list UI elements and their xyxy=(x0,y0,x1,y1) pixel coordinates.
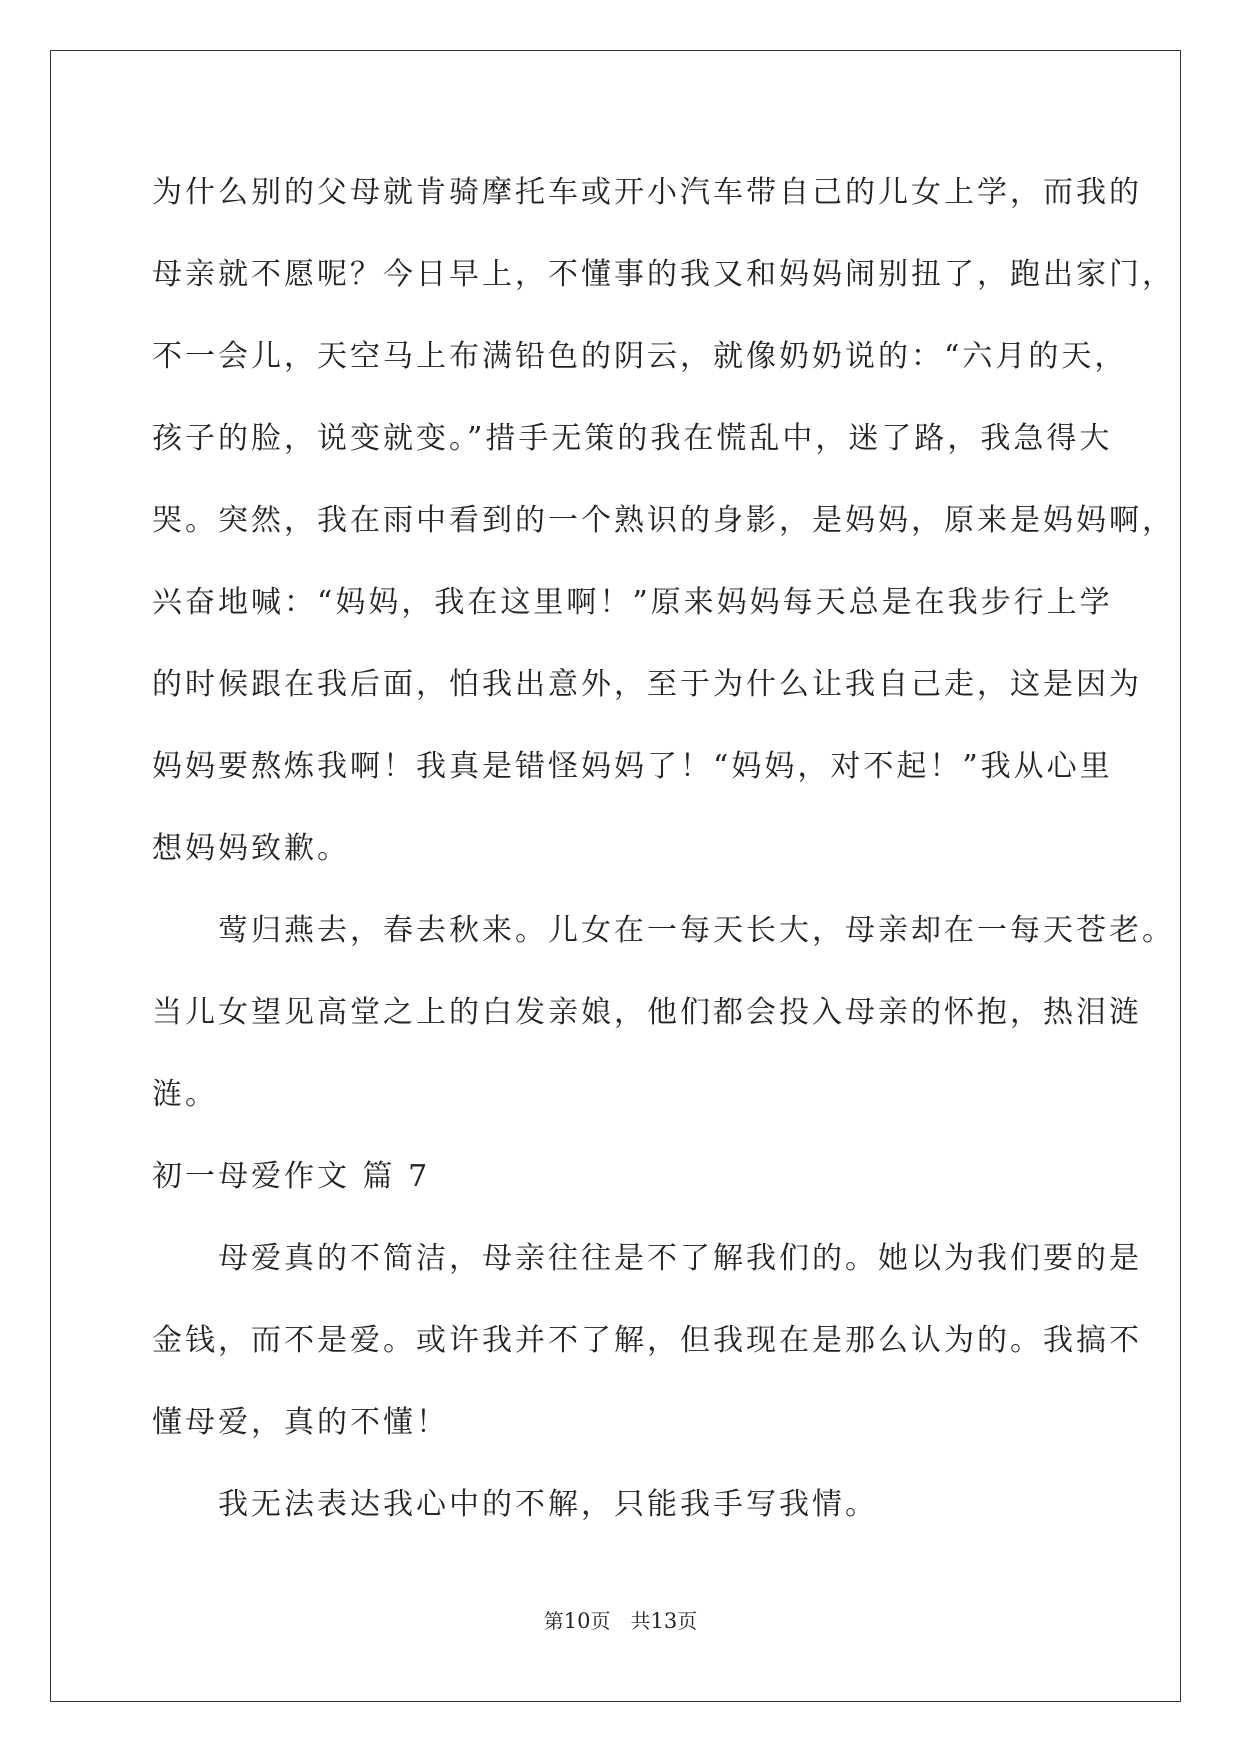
total-pages-number: 13 xyxy=(650,1609,678,1633)
page-footer xyxy=(0,1605,1241,1634)
text-line: 孩子的脸，说变就变。”措手无策的我在慌乱中，迷了路，我急得大 xyxy=(152,421,1113,456)
text-line: 我无法表达我心中的不解，只能我手写我情。 xyxy=(152,1487,878,1522)
text-line: 母爱真的不简洁，母亲往往是不了解我们的。她以为我们要的是 xyxy=(152,1241,1142,1276)
section-heading: 初一母爱作文 篇 7 xyxy=(152,1159,431,1194)
text-line: 想妈妈致歉。 xyxy=(152,831,350,866)
text-line: 的时候跟在我后面，怕我出意外，至于为什么让我自己走，这是因为 xyxy=(152,667,1142,702)
footer-suffix: 页 xyxy=(677,1609,698,1633)
footer-middle: 页 共 xyxy=(590,1609,651,1633)
text-line: 当儿女望见高堂之上的白发亲娘，他们都会投入母亲的怀抱，热泪涟 xyxy=(152,995,1142,1030)
current-page-number: 10 xyxy=(563,1609,591,1633)
text-line: 妈妈要熬炼我啊！我真是错怪妈妈了！“妈妈，对不起！”我从心里 xyxy=(152,749,1113,784)
text-line: 兴奋地喊：“妈妈，我在这里啊！”原来妈妈每天总是在我步行上学 xyxy=(152,585,1113,620)
text-line: 哭。突然，我在雨中看到的一个熟识的身影，是妈妈，原来是妈妈啊， xyxy=(152,503,1175,538)
text-line: 为什么别的父母就肯骑摩托车或开小汽车带自己的儿女上学，而我的 xyxy=(152,175,1142,210)
document-body xyxy=(152,152,1175,1546)
footer-prefix: 第 xyxy=(543,1609,564,1633)
text-line: 莺归燕去，春去秋来。儿女在一每天长大，母亲却在一每天苍老。 xyxy=(152,913,1175,948)
text-line: 懂母爱，真的不懂！ xyxy=(152,1405,449,1440)
text-line: 涟。 xyxy=(152,1077,218,1112)
text-line: 不一会儿，天空马上布满铅色的阴云，就像奶奶说的：“六月的天， xyxy=(152,339,1128,374)
text-line: 金钱，而不是爱。或许我并不了解，但我现在是那么认为的。我搞不 xyxy=(152,1323,1142,1358)
text-line: 母亲就不愿呢？今日早上，不懂事的我又和妈妈闹别扭了，跑出家门， xyxy=(152,257,1175,292)
